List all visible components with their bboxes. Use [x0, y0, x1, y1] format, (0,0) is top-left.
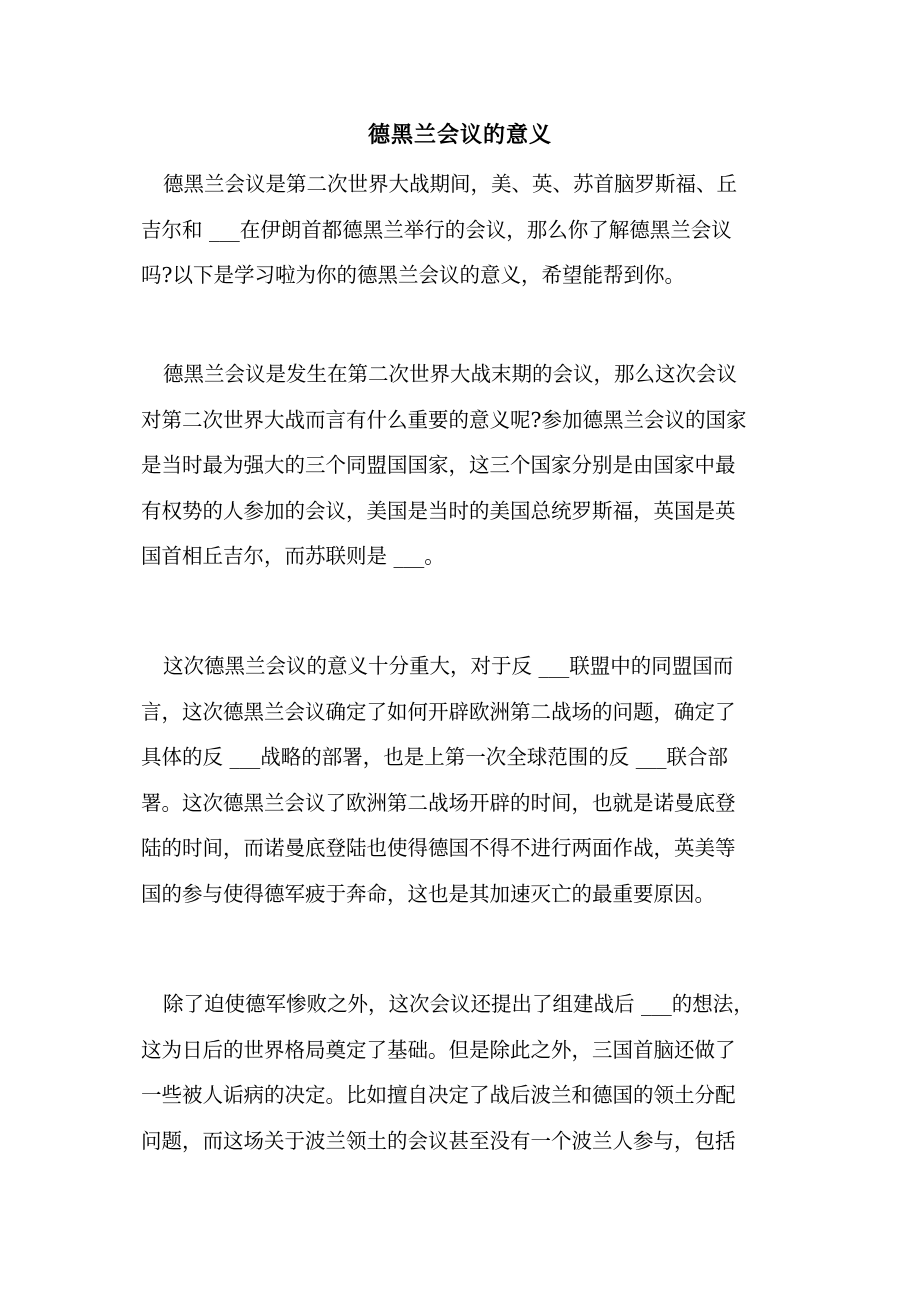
- paragraph-line: 吉尔和 ___在伊朗首都德黑兰举行的会议，那么你了解德黑兰会议: [141, 217, 732, 242]
- paragraph-1: [141, 162, 781, 299]
- paragraph-line: 问题，而这场关于波兰领土的会议甚至没有一个波兰人参与，包括: [141, 1128, 736, 1153]
- paragraph-line: 吗?以下是学习啦为你的德黑兰会议的意义，希望能帮到你。: [141, 263, 685, 288]
- document-title: 德黑兰会议的意义: [367, 122, 552, 148]
- paragraph-line: 对第二次世界大战而言有什么重要的意义呢?参加德黑兰会议的国家: [141, 407, 747, 432]
- paragraph-line: 德黑兰会议是发生在第二次世界大战末期的会议，那么这次会议: [163, 362, 737, 386]
- paragraph-line: 署。这次德黑兰会议了欧洲第二战场开辟的时间，也就是诺曼底登: [141, 790, 736, 815]
- paragraph-line: 除了迫使德军惨败之外，这次会议还提出了组建战后 ___的想法，: [163, 992, 754, 1016]
- paragraph-line: 具体的反 ___战略的部署，也是上第一次全球范围的反 ___联合部: [141, 745, 729, 770]
- paragraph-line: 有权势的人参加的会议，美国是当时的美国总统罗斯福，英国是英: [141, 498, 736, 523]
- paragraph-line: 陆的时间，而诺曼底登陆也使得德国不得不进行两面作战，英美等: [141, 836, 736, 861]
- paragraph-line: 国的参与使得德军疲于奔命，这也是其加速灭亡的最重要原因。: [141, 881, 715, 906]
- paragraph-line: 国首相丘吉尔，而苏联则是 ___。: [141, 544, 445, 569]
- paragraph-2: [141, 352, 781, 580]
- paragraph-4: [141, 982, 781, 1164]
- paragraph-line: 一些被人诟病的决定。比如擅自决定了战后波兰和德国的领土分配: [141, 1083, 736, 1108]
- paragraph-line: 言，这次德黑兰会议确定了如何开辟欧洲第二战场的问题，确定了: [141, 699, 736, 724]
- paragraph-line: 是当时最为强大的三个同盟国国家，这三个国家分别是由国家中最: [141, 453, 736, 478]
- paragraph-line: 这为日后的世界格局奠定了基础。但是除此之外，三国首脑还做了: [141, 1037, 736, 1062]
- paragraph-3: [141, 644, 781, 918]
- paragraph-line: 德黑兰会议是第二次世界大战期间，美、英、苏首脑罗斯福、丘: [163, 172, 737, 196]
- paragraph-line: 这次德黑兰会议的意义十分重大，对于反 ___联盟中的同盟国而: [163, 654, 734, 678]
